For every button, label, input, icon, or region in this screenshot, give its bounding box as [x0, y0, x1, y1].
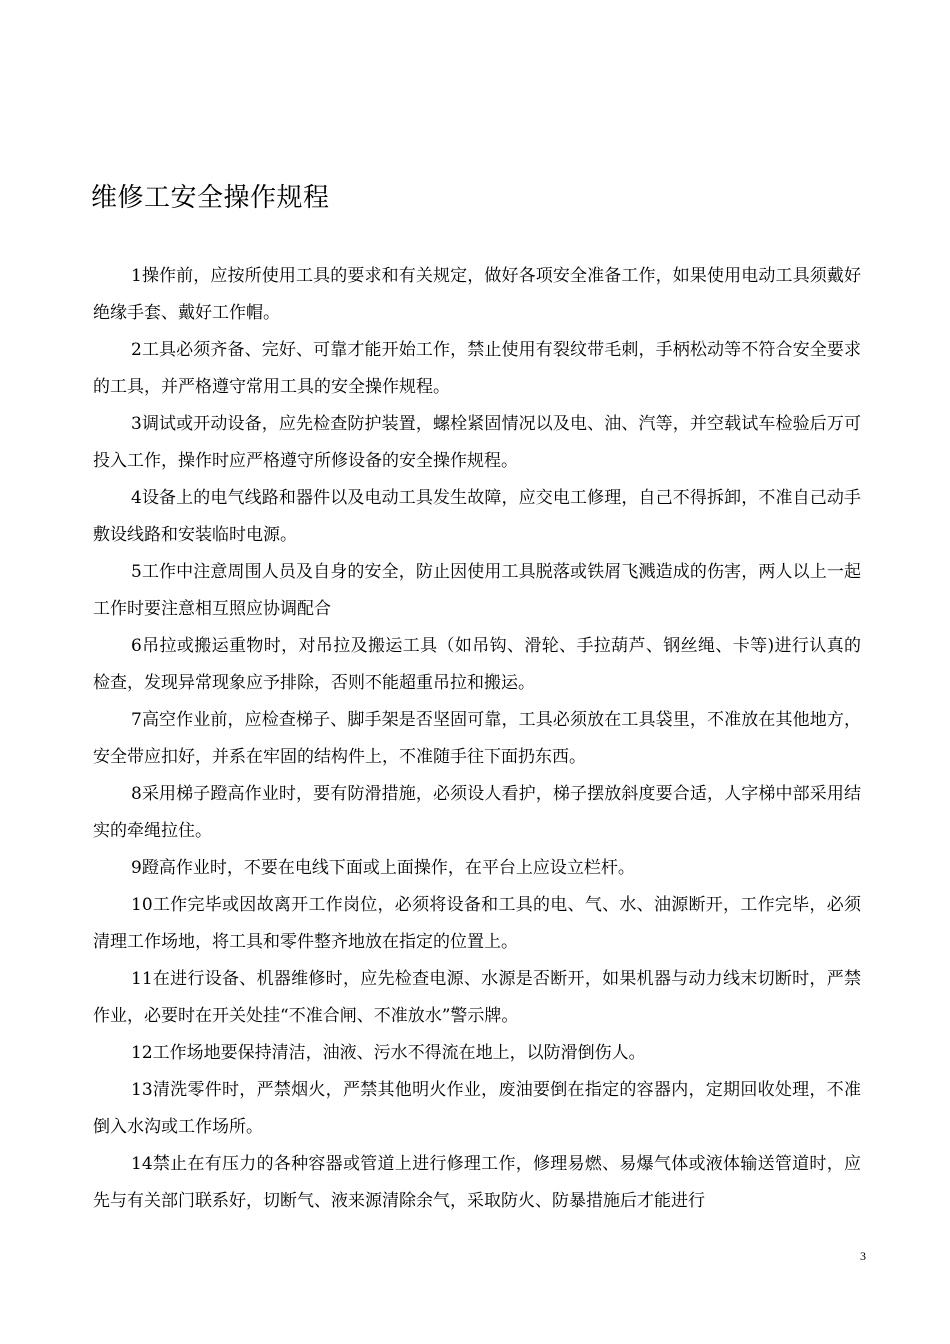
- paragraph-3: 3调试或开动设备，应先检查防护装置，螺栓紧固情况以及电、油、汽等，并空载试车检验后万可投入工作，操作时应严格遵守所修设备的安全操作规程。: [93, 414, 861, 471]
- paragraph-9: 9蹬高作业时，不要在电线下面或上面操作，在平台上应设立栏杆。: [131, 858, 635, 878]
- paragraph-10: 10工作完毕或因故离开工作岗位，必须将设备和工具的电、气、水、油源断开，工作完毕，必须清理工作场地，将工具和零件整齐地放在指定的位置上。: [93, 895, 861, 952]
- paragraph-12: 12工作场地要保持清洁，油液、污水不得流在地上，以防滑倒伤人。: [131, 1043, 646, 1063]
- paragraph-11: 11在进行设备、机器维修时，应先检查电源、水源是否断开，如果机器与动力线末切断时，严禁作业，必要时在开关处挂“不准合闸、不准放水”警示牌。: [93, 969, 861, 1026]
- paragraph-14: 14禁止在有压力的各种容器或管道上进行修理工作，修理易燃、易爆气体或液体输送管道时，应先与有关部门联系好，切断气、液来源清除余气，采取防火、防暴措施后才能进行: [93, 1154, 861, 1211]
- paragraph-4: 4设备上的电气线路和器件以及电动工具发生故障，应交电工修理，自己不得拆卸，不准自己动手敷设线路和安装临时电源。: [93, 488, 861, 545]
- page-number: 3: [860, 1249, 866, 1263]
- paragraph-6: 6吊拉或搬运重物时，对吊拉及搬运工具（如吊钩、滑轮、手拉葫芦、钢丝绳、卡等)进行认真的检查，发现异常现象应予排除，否则不能超重吊拉和搬运。: [93, 636, 861, 693]
- paragraph-8: 8采用梯子蹬高作业时，要有防滑措施，必须设人看护，梯子摆放斜度要合适，人字梯中部采用结实的牵绳拉住。: [93, 784, 861, 841]
- paragraph-13: 13清洗零件时，严禁烟火，严禁其他明火作业，废油要倒在指定的容器内，定期回收处理，不准倒入水沟或工作场所。: [93, 1080, 861, 1137]
- document-body: [93, 258, 861, 1220]
- document-title: 维修工安全操作规程: [91, 183, 330, 213]
- paragraph-7: 7高空作业前，应检查梯子、脚手架是否坚固可靠，工具必须放在工具袋里，不准放在其他地方，安全带应扣好，并系在牢固的结构件上，不准随手往下面扔东西。: [93, 710, 861, 767]
- paragraph-2: 2工具必须齐备、完好、可靠才能开始工作，禁止使用有裂纹带毛刺，手柄松动等不符合安全要求的工具，并严格遵守常用工具的安全操作规程。: [93, 340, 861, 397]
- paragraph-1: 1操作前，应按所使用工具的要求和有关规定，做好各项安全准备工作，如果使用电动工具须戴好绝缘手套、戴好工作帽。: [93, 266, 861, 323]
- paragraph-5: 5工作中注意周围人员及自身的安全，防止因使用工具脱落或铁屑飞溅造成的伤害，两人以上一起工作时要注意相互照应协调配合: [93, 562, 861, 619]
